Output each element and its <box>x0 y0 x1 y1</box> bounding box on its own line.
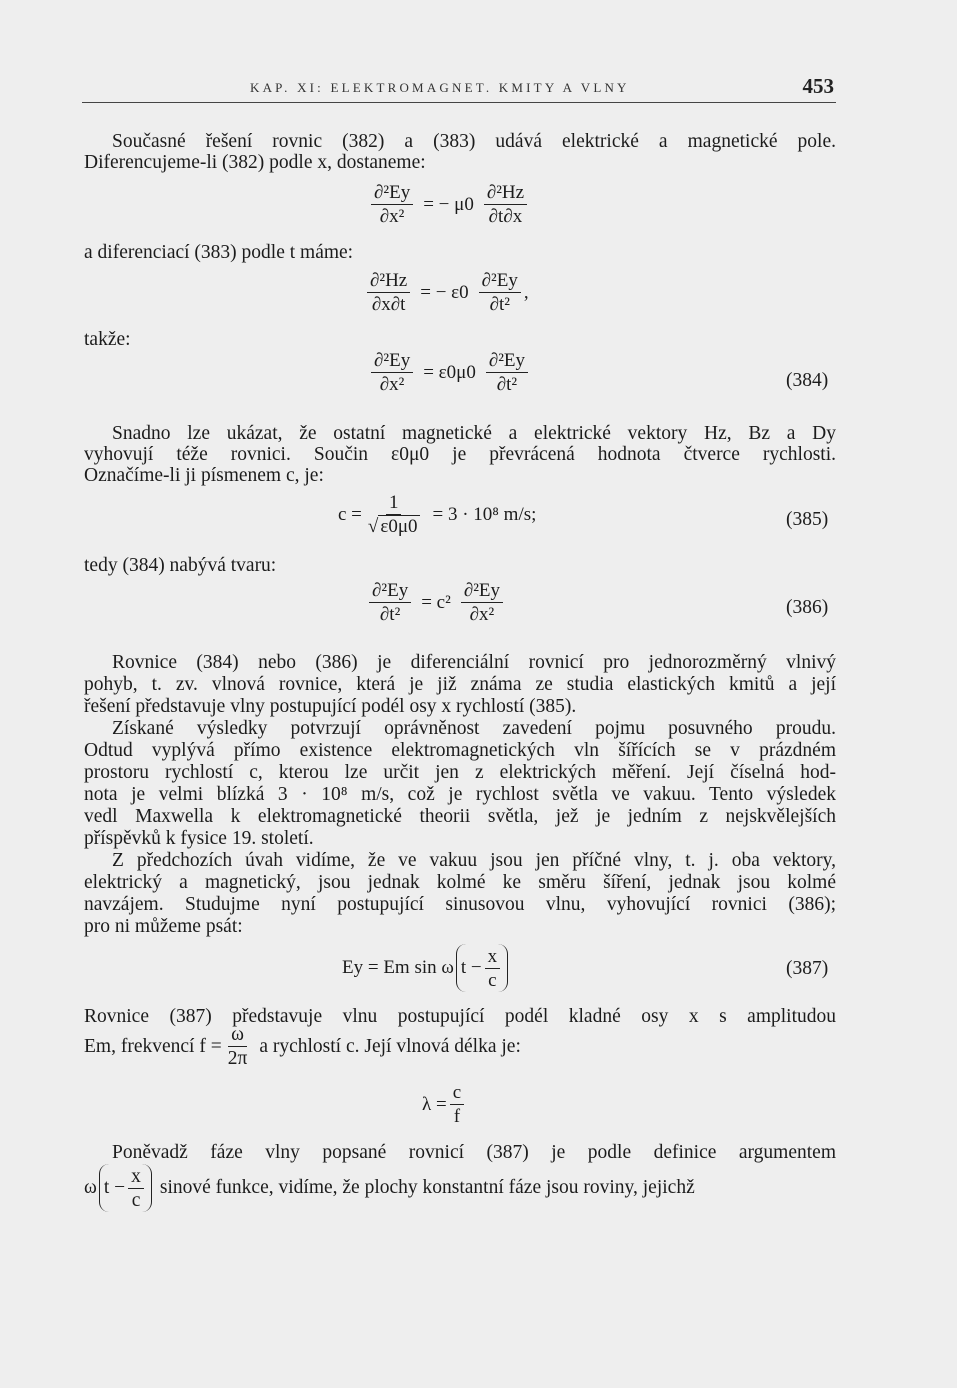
equation-384: $\frac{\text{∂²Ey}}{\text{∂x²}}$ = ε0μ0 $\frac{\text{∂²Ey}}{\text{∂t²}}$ <box>368 350 531 395</box>
equation-387: Ey = Em sin ω t − $\frac{x}{c}$ <box>342 944 510 992</box>
running-title: KAP. XI: ELEKTROMAGNET. KMITY A VLNY <box>250 80 630 95</box>
text-line: řešení představuje vlny postupující podél osy x rychlostí (385). <box>84 696 577 717</box>
text-line: a diferenciací (383) podle t máme: <box>84 242 354 263</box>
text-line: Získané výsledky potvrzují oprávněnost zavedení pojmu posuvného proudu. <box>112 718 836 739</box>
page-header <box>82 76 836 103</box>
equation-dHz-dt: $\frac{\text{∂²Hz}}{\partial x\partial t}$ = − ε0 $\frac{\text{∂²Ey}}{\text{∂t²}}$ , <box>364 270 529 315</box>
text-line: Rovnice (384) nebo (386) je diferenciální rovnicí pro jednorozměrný vlnivý <box>112 652 836 673</box>
text-line: Rovnice (387) představuje vlnu postupující podél kladné osy x s amplitudou <box>84 1006 836 1027</box>
text-line: Označíme-li ji písmenem c, je: <box>84 465 324 486</box>
equation-number: (387) <box>786 958 829 979</box>
text-line: prostoru rychlostí c, kterou lze určit jen z elektrických měření. Její číselná hod- <box>84 762 836 783</box>
equation-number: (386) <box>786 597 829 618</box>
text-line: vedl Maxwella k elektromagnetické theorii světla, jež je jedním z nejskvělejších <box>84 806 836 827</box>
text-line: takže: <box>84 329 131 350</box>
text-line: příspěvků k fysice 19. století. <box>84 828 314 849</box>
text-line: pohyb, t. zv. vlnová rovnice, která je již známa ze studia elastických kmitů a její <box>84 674 836 695</box>
text-line: Z předchozích úvah vidíme, že ve vakuu jsou jen příčné vlny, t. j. oba vektory, <box>112 850 836 871</box>
text-line: elektrický a magnetický, jsou jednak kolmé ke směru šíření, jednak jsou kolmé <box>84 872 836 893</box>
text-line: vyhovují téže rovnici. Součin ε0μ0 je převrácená hodnota čtverce rychlosti. <box>84 444 836 465</box>
equation-dEy-dx: $\frac{\text{∂²Ey}}{\text{∂x²}}$ = − μ0 $\frac{\text{∂²Hz}}{\partial t\partial x}$ <box>368 182 530 227</box>
equation-386: $\frac{\text{∂²Ey}}{\text{∂t²}}$ = c² $\frac{\text{∂²Ey}}{\text{∂x²}}$ <box>366 580 506 625</box>
text-line: tedy (384) nabývá tvaru: <box>84 555 277 576</box>
text-line: Současné řešení rovnic (382) a (383) udává elektrické a magnetické pole. <box>112 131 836 152</box>
text-line: navzájem. Studujme nyní postupující sinusovou vlnu, vyhovující rovnici (386); <box>84 894 836 915</box>
page-number: 453 <box>802 74 834 98</box>
text-line-frequency: Em, frekvencí f = $\frac{\omega}{2\pi}$ a rychlostí c. Její vlnová délka je: <box>84 1024 521 1069</box>
text-line: pro ni můžeme psát: <box>84 916 243 937</box>
equation-number: (384) <box>786 370 829 391</box>
text-line: Odtud vyplývá přímo existence elektromagnetických vln šířících se v prázdném <box>84 740 836 761</box>
text-line: Diferencujeme-li (382) podle x, dostaneme: <box>84 152 426 173</box>
equation-385: c = $\frac{1}{√ \varepsilon 0\mu 0}$ = 3 · 10⁸ m/s; <box>338 492 537 537</box>
text-line: Poněvadž fáze vlny popsané rovnicí (387) je podle definice argumentem <box>112 1142 836 1163</box>
equation-wavelength: λ = $\frac{c}{f}$ <box>422 1082 467 1127</box>
text-line-phase: ω t − $\frac{x}{c}$ sinové funkce, vidíme, že plochy konstantní fáze jsou roviny, jejichž <box>84 1165 695 1211</box>
text-line: nota je velmi blízká 3 · 10⁸ m/s, což je rychlost světla ve vakuu. Tento výsledek <box>84 784 836 805</box>
text-line: Snadno lze ukázat, že ostatní magnetické a elektrické vektory Hz, Bz a Dy <box>112 423 836 444</box>
equation-number: (385) <box>786 509 829 530</box>
